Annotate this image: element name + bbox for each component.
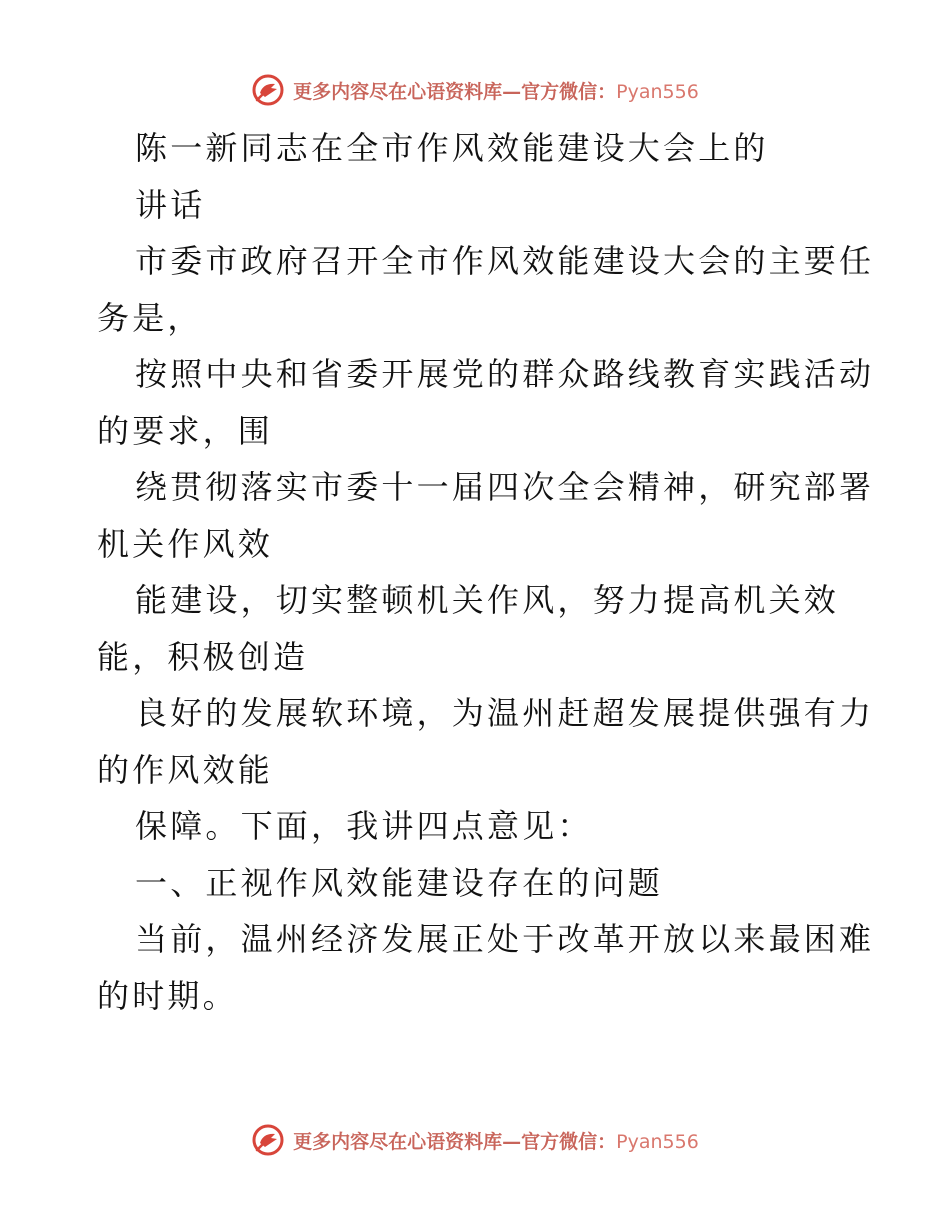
footer-watermark-text [293,1127,699,1154]
paragraph-line: 绕贯彻落实市委十一届四次全会精神，研究部署 [135,468,875,506]
paragraph-line: 的要求，围 [97,411,274,450]
header-watermark-banner [0,70,950,110]
paragraph-line: 当前，温州经济发展正处于改革开放以来最困难 [135,920,875,958]
header-watermark-text [293,77,699,104]
paragraph-line: 的作风效能 [97,750,274,789]
paragraph-line: 保障。下面，我讲四点意见： [135,807,593,845]
section-heading: 一、正视作风效能建设存在的问题 [135,863,664,902]
paragraph-line: 能建设，切实整顿机关作风，努力提高机关效 [135,581,840,619]
header-watermark-main: 更多内容尽在心语资料库—官方微信： [293,80,617,103]
footer-watermark-banner [0,1120,950,1160]
paragraph-line: 良好的发展软环境，为温州赶超发展提供强有力 [135,694,875,732]
footer-watermark-handle: Pyan556 [616,1130,699,1153]
brand-logo-icon [251,1123,285,1157]
document-body [97,120,875,1024]
paragraph-line: 务是， [97,298,203,337]
paragraph-line: 市委市政府召开全市作风效能建设大会的主要任 [135,242,875,280]
header-watermark-handle: Pyan556 [616,80,699,103]
document-title-line-2: 讲话 [135,185,206,224]
paragraph-line: 能，积极创造 [97,637,309,676]
paragraph-line: 按照中央和省委开展党的群众路线教育实践活动 [135,355,875,393]
brand-logo-icon [251,73,285,107]
footer-watermark-main: 更多内容尽在心语资料库—官方微信： [293,1130,617,1153]
paragraph-line: 机关作风效 [97,524,274,563]
paragraph-line: 的时期。 [97,976,238,1015]
document-title-line-1: 陈一新同志在全市作风效能建设大会上的 [135,129,769,167]
